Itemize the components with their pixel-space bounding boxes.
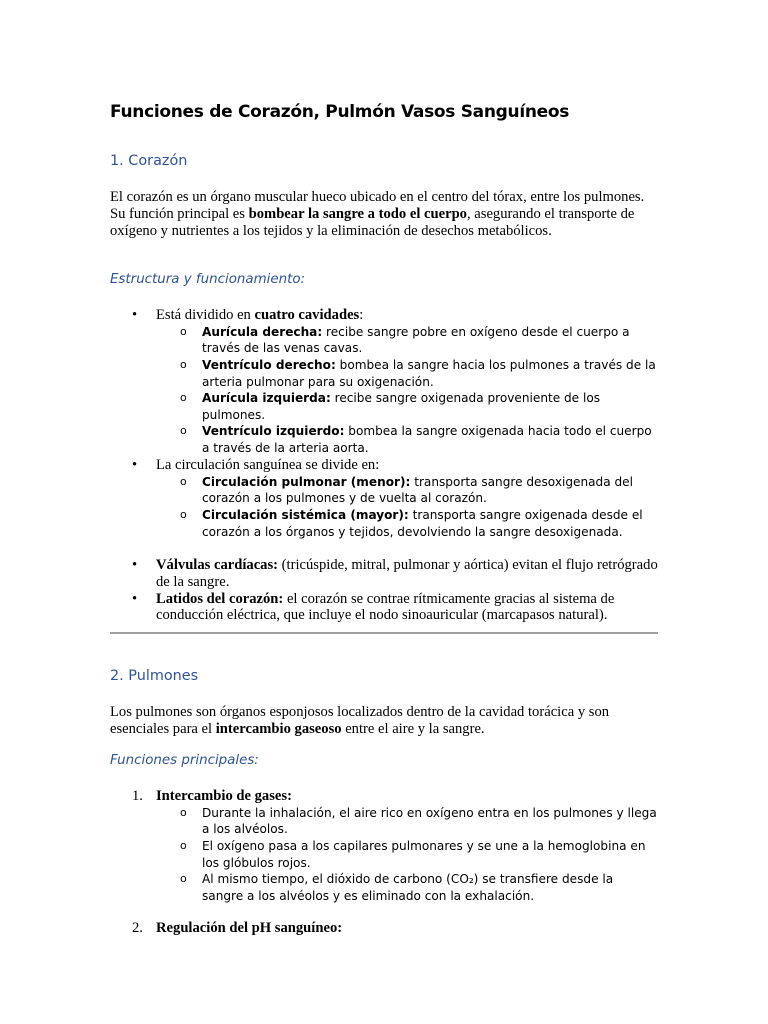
- sublist-item: [110, 838, 658, 871]
- corazon-intro-paragraph: [110, 189, 658, 239]
- sublist-item: [110, 357, 658, 390]
- sublist-item-text: recibe sangre pobre en oxígeno desde el cuerpo a través de las venas cavas.: [202, 324, 630, 356]
- sublist-item-label: Circulación pulmonar (menor):: [202, 474, 411, 489]
- circle-marker: o: [180, 391, 187, 405]
- list-item-text: :: [359, 307, 364, 323]
- sublist-item-text: bombea la sangre oxigenada hacia todo el cuerpo a través de la arteria aorta.: [202, 424, 652, 455]
- sublist-item: [110, 871, 658, 904]
- bullet-marker: •: [132, 457, 138, 473]
- section-divider: [110, 632, 658, 634]
- numbered-intercambio: [110, 788, 658, 904]
- section-heading-pulmones: 2. Pulmones: [110, 668, 199, 684]
- sublist-item: [110, 390, 658, 423]
- circle-marker: o: [180, 507, 187, 521]
- bullet-marker: •: [132, 557, 138, 573]
- sublist-item-label: Aurícula izquierda:: [202, 391, 331, 406]
- numbered-item: [110, 788, 658, 805]
- circle-marker: o: [180, 324, 187, 338]
- circle-marker: o: [180, 838, 187, 852]
- numbered-ph: [110, 920, 658, 937]
- list-item-text: Está dividido en: [156, 307, 255, 323]
- circle-marker: o: [180, 805, 187, 819]
- circle-marker: o: [180, 357, 187, 371]
- document-title: Funciones de Corazón, Pulmón Vasos Sanguíneos: [110, 102, 570, 122]
- corazon-intro-text: El corazón es un órgano muscular hueco ubicado en el centro del tórax, entre los pulmones. Su función principal es: [110, 189, 645, 222]
- sublist-item: [110, 474, 658, 507]
- list-item-text: (tricúspide, mitral, pulmonar y aórtica) evitan el flujo retrógrado de la sangre.: [156, 557, 658, 590]
- subheading-estructura: Estructura y funcionamiento:: [110, 272, 306, 287]
- sublist-item-text: Durante la inhalación, el aire rico en oxígeno entra en los pulmones y llega a los alvéolos.: [202, 805, 657, 837]
- sublist-item: [110, 507, 658, 540]
- pulmones-intro-bold: intercambio gaseoso: [215, 720, 342, 737]
- list-item: [110, 457, 658, 474]
- circle-marker: o: [180, 424, 187, 438]
- sublist-item-text: transporta sangre desoxigenada del corazón a los pulmones y de vuelta al corazón.: [202, 474, 633, 506]
- sublist-item-label: Aurícula derecha:: [202, 324, 323, 339]
- list-item: [110, 557, 658, 591]
- bullet-circulacion: [110, 457, 658, 540]
- sublist-item: [110, 805, 658, 838]
- list-item-text: el corazón se contrae rítmicamente gracias al sistema de conducción eléctrica, que incluye el nodo sinoauricular (marcapasos natural).: [156, 590, 615, 624]
- numbered-item: [110, 920, 658, 937]
- sublist-item-text: bombea la sangre hacia los pulmones a través de la arteria pulmonar para su oxigenación.: [202, 357, 656, 389]
- sublist-item: [110, 423, 658, 456]
- circle-marker: o: [180, 474, 187, 488]
- pulmones-intro-text: Los pulmones son órganos esponjosos localizados dentro de la cavidad torácica y son esenciales para el: [110, 704, 610, 737]
- sublist-item-text: recibe sangre oxigenada proveniente de los pulmones.: [202, 391, 601, 422]
- list-item-bold: Válvulas cardíacas:: [156, 557, 279, 573]
- number-marker: 2.: [132, 920, 143, 936]
- corazon-intro-bold: bombear la sangre a todo el cuerpo: [248, 205, 467, 222]
- sublist-item-text: El oxígeno pasa a los capilares pulmonares y se une a la hemoglobina en los glóbulos rojos.: [202, 838, 646, 870]
- circle-marker: o: [180, 872, 187, 886]
- list-item-text: La circulación sanguínea se divide en:: [156, 457, 380, 473]
- number-marker: 1.: [132, 788, 143, 804]
- sublist-item-label: Ventrículo derecho:: [202, 357, 336, 372]
- list-item: [110, 307, 658, 324]
- sublist-item-text: Al mismo tiempo, el dióxido de carbono (CO₂) se transfiere desde la sangre a los alvéolos y es eliminado con la exhalación.: [202, 872, 614, 903]
- bullets-valvulas-latidos: [110, 557, 658, 624]
- sublist-item-label: Ventrículo izquierdo:: [202, 424, 345, 439]
- pulmones-intro-paragraph: [110, 704, 658, 738]
- list-item: [110, 591, 658, 625]
- sublist-item: [110, 324, 658, 357]
- sublist-item-text: transporta sangre oxigenada desde el corazón a los órganos y tejidos, devolviendo la sangre desoxigenada.: [202, 507, 643, 539]
- list-item-bold: cuatro cavidades: [254, 307, 360, 323]
- corazon-intro-text-end: , asegurando el transporte de oxígeno y nutrientes a los tejidos y la eliminación de desechos metabólicos.: [110, 205, 635, 239]
- subheading-funciones: Funciones principales:: [110, 753, 259, 768]
- section-heading-corazon: 1. Corazón: [110, 153, 188, 169]
- sublist-item-label: Circulación sistémica (mayor):: [202, 507, 409, 522]
- bullet-marker: •: [132, 307, 138, 323]
- list-item-bold: Latidos del corazón:: [156, 590, 284, 607]
- numbered-item-bold: Regulación del pH sanguíneo:: [156, 920, 343, 936]
- numbered-item-bold: Intercambio de gases:: [156, 788, 292, 804]
- pulmones-intro-text-end: entre el aire y la sangre.: [341, 720, 485, 737]
- bullet-marker: •: [132, 590, 138, 607]
- bullet-cavidades: [110, 307, 658, 457]
